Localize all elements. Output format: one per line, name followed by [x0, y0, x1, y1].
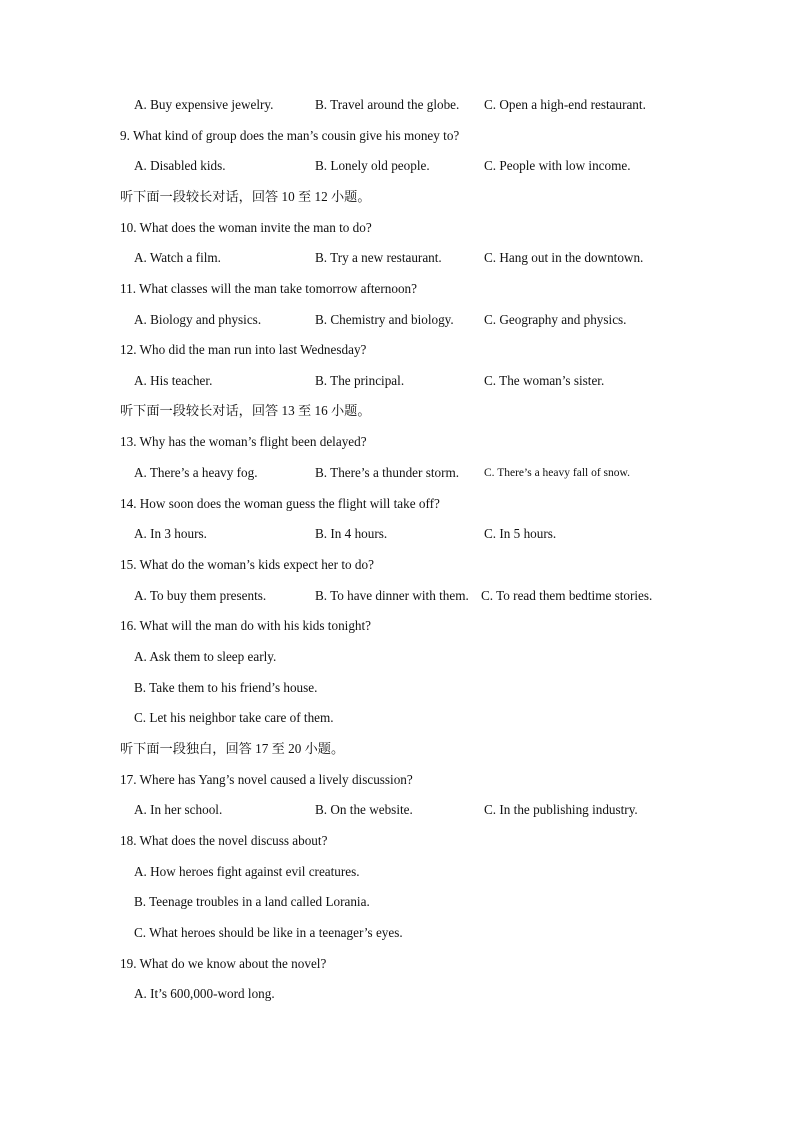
q10-stem: 10. What does the woman invite the man to do?	[120, 220, 372, 235]
q13-option-a: A. There’s a heavy fog.	[134, 465, 258, 480]
q14-option-c: C. In 5 hours.	[484, 526, 557, 541]
q19-stem: 19. What do we know about the novel?	[120, 956, 327, 971]
q8-option-c: C. Open a high-end restaurant.	[484, 97, 646, 112]
q11-option-a: A. Biology and physics.	[134, 312, 262, 327]
q16-stem: 16. What will the man do with his kids tonight?	[120, 618, 372, 633]
q19-option-a: A. It’s 600,000-word long.	[134, 986, 275, 1001]
q15-stem: 15. What do the woman’s kids expect her to do?	[120, 557, 374, 572]
q12-stem: 12. Who did the man run into last Wednesday?	[120, 342, 367, 357]
q14-stem: 14. How soon does the woman guess the flight will take off?	[120, 496, 440, 511]
q12-option-c: C. The woman’s sister.	[484, 373, 605, 388]
q18-option-b: B. Teenage troubles in a land called Lorania.	[134, 894, 370, 909]
q11-option-b: B. Chemistry and biology.	[315, 312, 454, 327]
q15-option-b: B. To have dinner with them.	[315, 588, 469, 603]
q18-option-a: A. How heroes fight against evil creatures.	[134, 864, 360, 879]
q11-stem: 11. What classes will the man take tomorrow afternoon?	[120, 281, 417, 296]
q12-option-a: A. His teacher.	[134, 373, 213, 388]
q11-option-c: C. Geography and physics.	[484, 312, 627, 327]
section-heading-13-16: 听下面一段较长对话，回答 13 至 16 小题。	[120, 403, 371, 418]
q14-option-a: A. In 3 hours.	[134, 526, 207, 541]
q15-option-c: C. To read them bedtime stories.	[481, 588, 653, 603]
q13-option-c: C. There’s a heavy fall of snow.	[484, 467, 630, 479]
q10-option-b: B. Try a new restaurant.	[315, 250, 442, 265]
q8-option-b: B. Travel around the globe.	[315, 97, 460, 112]
q9-option-b: B. Lonely old people.	[315, 158, 430, 173]
q13-option-b: B. There’s a thunder storm.	[315, 465, 460, 480]
q8-option-a: A. Buy expensive jewelry.	[134, 97, 274, 112]
q13-stem: 13. Why has the woman’s flight been delayed?	[120, 434, 367, 449]
section-heading-10-12: 听下面一段较长对话，回答 10 至 12 小题。	[120, 189, 371, 204]
q18-option-c: C. What heroes should be like in a teenager’s eyes.	[134, 925, 403, 940]
q17-option-a: A. In her school.	[134, 802, 223, 817]
q10-option-a: A. Watch a film.	[134, 250, 221, 265]
q18-stem: 18. What does the novel discuss about?	[120, 833, 328, 848]
q17-stem: 17. Where has Yang’s novel caused a lively discussion?	[120, 772, 413, 787]
q9-stem: 9. What kind of group does the man’s cousin give his money to?	[120, 128, 460, 143]
q15-option-a: A. To buy them presents.	[134, 588, 267, 603]
q12-option-b: B. The principal.	[315, 373, 405, 388]
section-heading-17-20: 听下面一段独白，回答 17 至 20 小题。	[120, 741, 345, 756]
q16-option-b: B. Take them to his friend’s house.	[134, 680, 318, 695]
q10-option-c: C. Hang out in the downtown.	[484, 250, 644, 265]
q9-option-a: A. Disabled kids.	[134, 158, 226, 173]
q17-option-c: C. In the publishing industry.	[484, 802, 638, 817]
q9-option-c: C. People with low income.	[484, 158, 631, 173]
q16-option-a: A. Ask them to sleep early.	[134, 649, 277, 664]
q17-option-b: B. On the website.	[315, 802, 413, 817]
q14-option-b: B. In 4 hours.	[315, 526, 388, 541]
q16-option-c: C. Let his neighbor take care of them.	[134, 710, 334, 725]
